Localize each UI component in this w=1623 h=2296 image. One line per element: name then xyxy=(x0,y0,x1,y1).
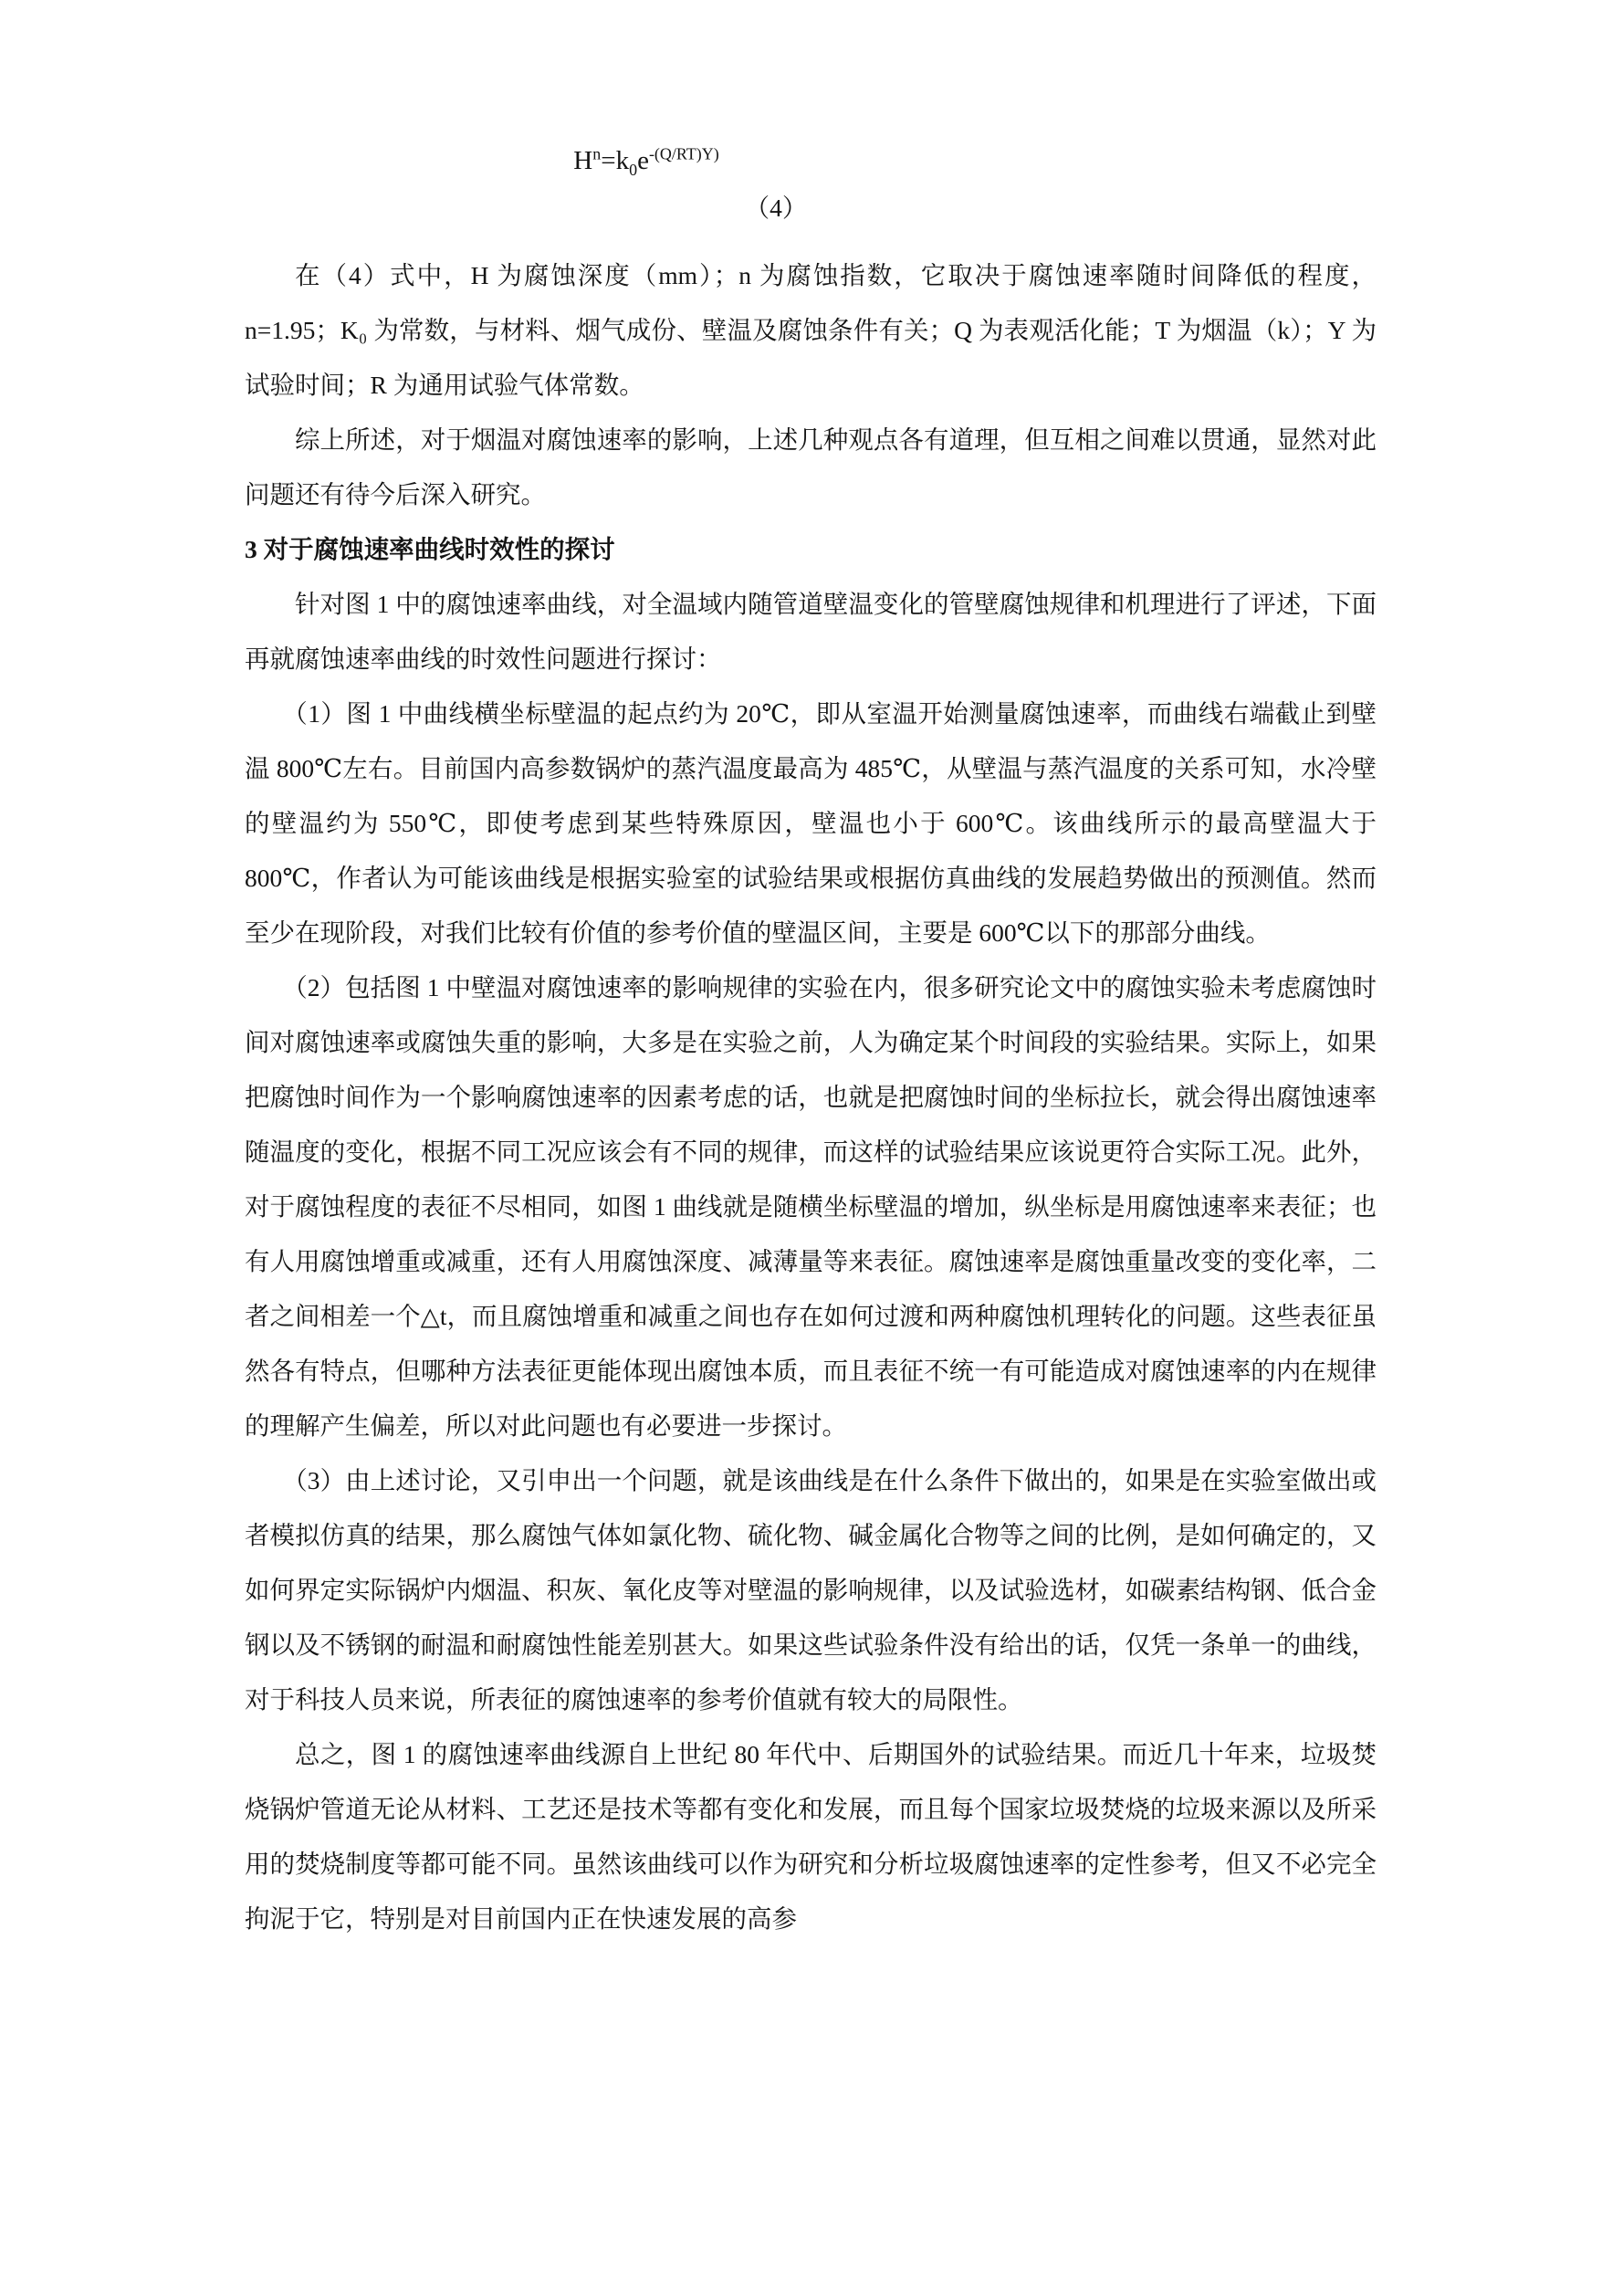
equation-h: H xyxy=(573,146,593,175)
equation-formula xyxy=(80,137,1212,184)
equation-h-exponent: n xyxy=(592,144,602,163)
paragraph-point-1: （1）图 1 中曲线横坐标壁温的起点约为 20℃，即从室温开始测量腐蚀速率，而曲线右端截止到壁温 800℃左右。目前国内高参数锅炉的蒸汽温度最高为 485℃，从壁温与蒸汽温度的关系可知，水冷壁的壁温约为 550℃，即使考虑到某些特殊原因，壁温也小于 600℃。该曲线所示的最高壁温大于 800℃，作者认为可能该曲线是根据实验室的试验结果或根据仿真曲线的发展趋势做出的预测值。然而至少在现阶段，对我们比较有价值的参考价值的壁温区间，主要是 600℃以下的那部分曲线。 xyxy=(245,699,1377,947)
equation-equals-k: =k xyxy=(601,146,630,175)
paragraph-summary: 综上所述，对于烟温对腐蚀速率的影响，上述几种观点各有道理，但互相之间难以贯通，显然对此问题还有待今后深入研究。 xyxy=(245,425,1377,508)
equation-number: （4） xyxy=(744,194,808,222)
section-heading-3: 3 对于腐蚀速率曲线时效性的探讨 xyxy=(245,535,615,563)
paragraph-equation-explanation: 在（4）式中，H 为腐蚀深度（mm）；n 为腐蚀指数，它取决于腐蚀速率随时间降低的程度，n=1.95；K₀ 为常数，与材料、烟气成份、壁温及腐蚀条件有关；Q 为表观活化能；T 为烟温（k）；Y 为试验时间；R 为通用试验气体常数。 xyxy=(245,261,1377,399)
paragraph-section-intro: 针对图 1 中的腐蚀速率曲线，对全温域内随管道壁温变化的管壁腐蚀规律和机理进行了评述，下面再就腐蚀速率曲线的时效性问题进行探讨： xyxy=(245,590,1377,673)
paragraph-point-2: （2）包括图 1 中壁温对腐蚀速率的影响规律的实验在内，很多研究论文中的腐蚀实验未考虑腐蚀时间对腐蚀速率或腐蚀失重的影响，大多是在实验之前，人为确定某个时间段的实验结果。实际上，如果把腐蚀时间作为一个影响腐蚀速率的因素考虑的话，也就是把腐蚀时间的坐标拉长，就会得出腐蚀速率随温度的变化，根据不同工况应该会有不同的规律，而这样的试验结果应该说更符合实际工况。此外，对于腐蚀程度的表征不尽相同，如图 1 曲线就是随横坐标壁温的增加，纵坐标是用腐蚀速率来表征；也有人用腐蚀增重或减重，还有人用腐蚀深度、减薄量等来表征。腐蚀速率是腐蚀重量改变的变化率，二者之间相差一个△t，而且腐蚀增重和减重之间也存在如何过渡和两种腐蚀机理转化的问题。这些表征虽然各有特点，但哪种方法表征更能体现出腐蚀本质，而且表征不统一有可能造成对腐蚀速率的内在规律的理解产生偏差，所以对此问题也有必要进一步探讨。 xyxy=(245,973,1377,1440)
equation-k-subscript: 0 xyxy=(629,160,638,179)
equation-e-exponent: -(Q/RT)Y) xyxy=(648,144,719,163)
paragraph-conclusion: 总之，图 1 的腐蚀速率曲线源自上世纪 80 年代中、后期国外的试验结果。而近几十年来，垃圾焚烧锅炉管道无论从材料、工艺还是技术等都有变化和发展，而且每个国家垃圾焚烧的垃圾来源以及所采用的焚烧制度等都可能不同。虽然该曲线可以作为研究和分析垃圾腐蚀速率的定性参考，但又不必完全拘泥于它，特别是对目前国内正在快速发展的高参 xyxy=(245,1740,1377,1933)
paragraph-point-3: （3）由上述讨论，又引申出一个问题，就是该曲线是在什么条件下做出的，如果是在实验室做出或者模拟仿真的结果，那么腐蚀气体如氯化物、硫化物、碱金属化合物等之间的比例，是如何确定的，又如何界定实际锅炉内烟温、积灰、氧化皮等对壁温的影响规律，以及试验选材，如碳素结构钢、低合金钢以及不锈钢的耐温和耐腐蚀性能差别甚大。如果这些试验条件没有给出的话，仅凭一条单一的曲线，对于科技人员来说，所表征的腐蚀速率的参考价值就有较大的局限性。 xyxy=(245,1466,1377,1714)
equation-4-block xyxy=(245,137,1377,232)
equation-e: e xyxy=(637,146,649,175)
